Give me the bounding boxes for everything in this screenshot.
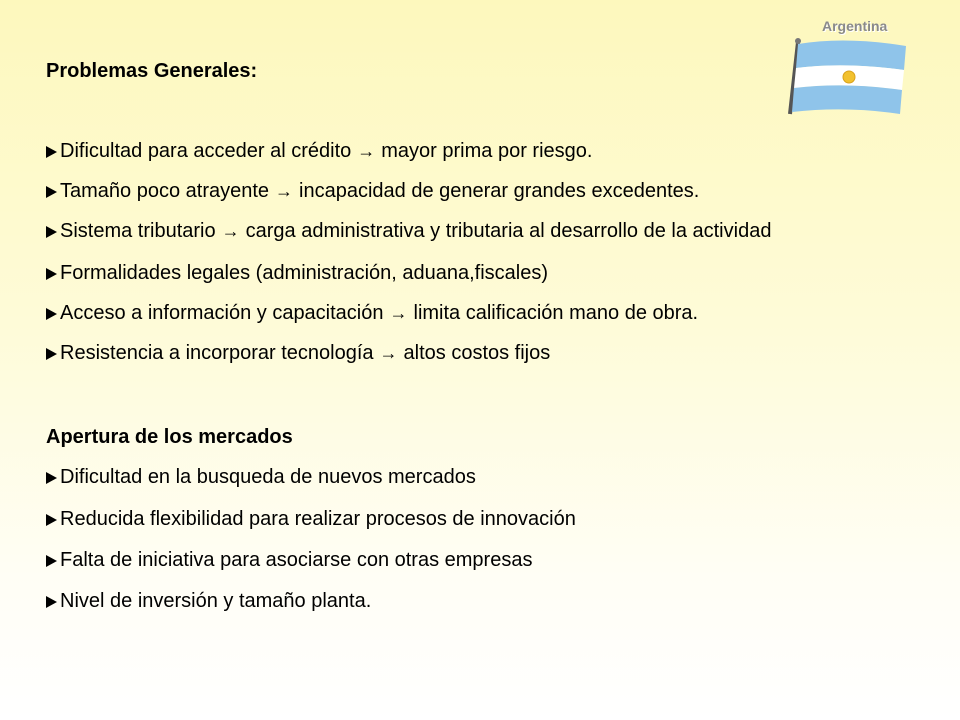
arrow-right-icon: → bbox=[357, 141, 376, 161]
list-item: Formalidades legales (administración, aduana,fiscales) bbox=[46, 262, 548, 285]
list-item: Dificultad para acceder al crédito → mayor prima por riesgo. bbox=[46, 140, 592, 163]
triangle-bullet-icon bbox=[46, 308, 57, 320]
argentina-flag bbox=[786, 14, 916, 124]
triangle-bullet-icon bbox=[46, 226, 57, 238]
section-heading-apertura: Apertura de los mercados bbox=[46, 426, 293, 448]
list-item: Dificultad en la busqueda de nuevos mercados bbox=[46, 466, 476, 489]
list-item: Reducida flexibilidad para realizar procesos de innovación bbox=[46, 508, 576, 531]
arrow-right-icon: → bbox=[379, 343, 398, 363]
list-item: Acceso a información y capacitación → limita calificación mano de obra. bbox=[46, 302, 698, 325]
triangle-bullet-icon bbox=[46, 472, 57, 484]
triangle-bullet-icon bbox=[46, 186, 57, 198]
triangle-bullet-icon bbox=[46, 514, 57, 526]
arrow-right-icon: → bbox=[221, 221, 240, 241]
list-item: Sistema tributario → carga administrativa y tributaria al desarrollo de la actividad bbox=[46, 220, 771, 243]
list-item: Nivel de inversión y tamaño planta. bbox=[46, 590, 371, 613]
triangle-bullet-icon bbox=[46, 268, 57, 280]
flag-label: Argentina bbox=[822, 18, 888, 34]
list-item: Resistencia a incorporar tecnología → altos costos fijos bbox=[46, 342, 550, 365]
list-item: Falta de iniciativa para asociarse con otras empresas bbox=[46, 549, 532, 572]
triangle-bullet-icon bbox=[46, 596, 57, 608]
section-heading-problemas: Problemas Generales: bbox=[46, 60, 258, 82]
arrow-right-icon: → bbox=[389, 303, 408, 323]
triangle-bullet-icon bbox=[46, 348, 57, 360]
triangle-bullet-icon bbox=[46, 555, 57, 567]
triangle-bullet-icon bbox=[46, 146, 57, 158]
list-item: Tamaño poco atrayente → incapacidad de generar grandes excedentes. bbox=[46, 180, 699, 203]
arrow-right-icon: → bbox=[275, 181, 294, 201]
